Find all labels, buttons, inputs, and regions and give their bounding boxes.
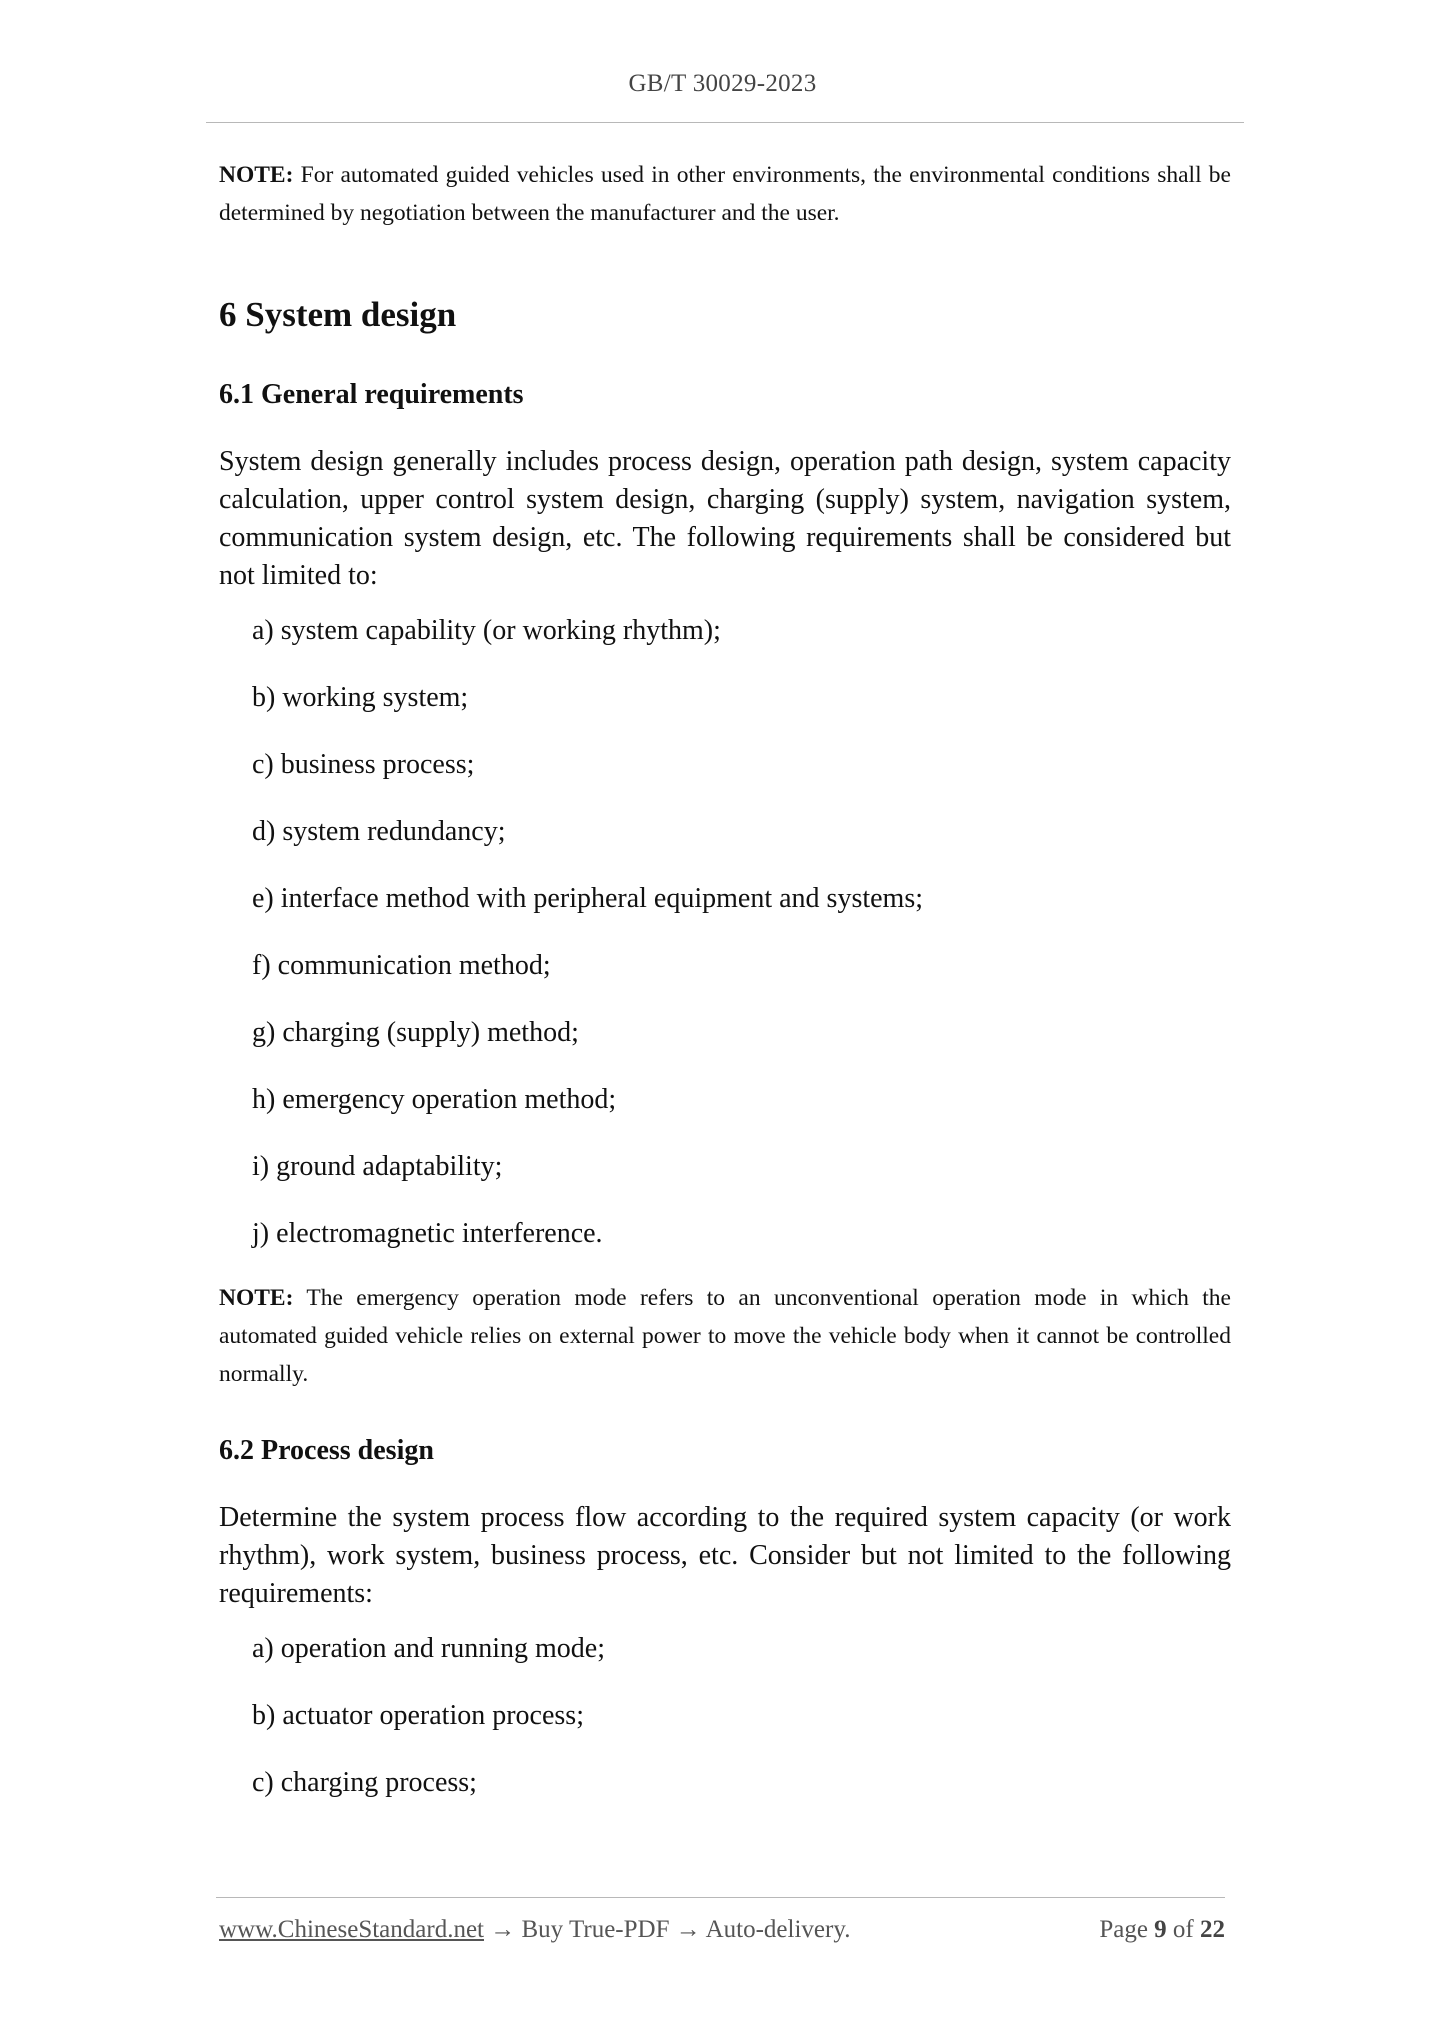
note-text: The emergency operation mode refers to an unconventional operation mode in which the automated guided vehicle relies on external power to move the vehicle body when it cannot be controlled normally. bbox=[219, 1285, 1231, 1387]
list-item: a) system capability (or working rhythm); bbox=[252, 615, 721, 646]
page-of: of bbox=[1166, 1916, 1200, 1943]
note-environment bbox=[219, 156, 1231, 232]
subsection-title-6-2: 6.2 Process design bbox=[219, 1435, 434, 1466]
list-item: c) business process; bbox=[252, 749, 475, 780]
footer-divider bbox=[216, 1897, 1225, 1898]
footer-promo bbox=[219, 1916, 850, 1944]
list-item: g) charging (supply) method; bbox=[252, 1017, 579, 1048]
list-item: a) operation and running mode; bbox=[252, 1633, 606, 1664]
arrow-icon: → bbox=[669, 1916, 706, 1943]
buy-pdf-text: Buy True-PDF bbox=[521, 1916, 670, 1943]
page-prefix: Page bbox=[1099, 1916, 1155, 1943]
note-text: For automated guided vehicles used in other environments, the environmental conditions shall be determined by negotiation between the manufacturer and the user. bbox=[219, 162, 1231, 226]
list-item: c) charging process; bbox=[252, 1767, 477, 1798]
section-title: 6 System design bbox=[219, 295, 457, 334]
total-pages: 22 bbox=[1200, 1916, 1225, 1943]
list-item: e) interface method with peripheral equipment and systems; bbox=[252, 883, 924, 914]
list-item: i) ground adaptability; bbox=[252, 1151, 503, 1182]
list-item: h) emergency operation method; bbox=[252, 1084, 617, 1115]
note-emergency-operation bbox=[219, 1279, 1231, 1393]
list-item: b) working system; bbox=[252, 682, 469, 713]
current-page: 9 bbox=[1154, 1916, 1167, 1943]
website-link[interactable]: www.ChineseStandard.net bbox=[219, 1916, 484, 1943]
list-6-1-requirements bbox=[252, 612, 1231, 1253]
list-item: f) communication method; bbox=[252, 950, 551, 981]
page-footer bbox=[219, 1916, 1225, 1952]
list-item: d) system redundancy; bbox=[252, 816, 506, 847]
paragraph-6-2-intro: Determine the system process flow according to the required system capacity (or work rhythm), work system, business process, etc. Consider but not limited to the following requirements: bbox=[219, 1502, 1231, 1609]
page-header-doc-id: GB/T 30029-2023 bbox=[628, 70, 817, 97]
note-label: NOTE: bbox=[219, 162, 294, 188]
list-item: j) electromagnetic interference. bbox=[252, 1218, 603, 1249]
list-item: b) actuator operation process; bbox=[252, 1700, 584, 1731]
subsection-title-6-1: 6.1 General requirements bbox=[219, 379, 524, 410]
arrow-icon: → bbox=[484, 1916, 522, 1943]
page-number bbox=[1099, 1916, 1225, 1944]
page-content bbox=[219, 156, 1231, 1802]
note-label: NOTE: bbox=[219, 1285, 294, 1311]
header-divider bbox=[206, 122, 1244, 123]
paragraph-6-1-intro: System design generally includes process design, operation path design, system capacity calculation, upper control system design, charging (supply) system, navigation system, communication system design, etc. The following requirements shall be considered but not limited to: bbox=[219, 446, 1231, 591]
auto-delivery-text: Auto-delivery. bbox=[705, 1916, 851, 1943]
list-6-2-requirements bbox=[252, 1630, 1231, 1802]
